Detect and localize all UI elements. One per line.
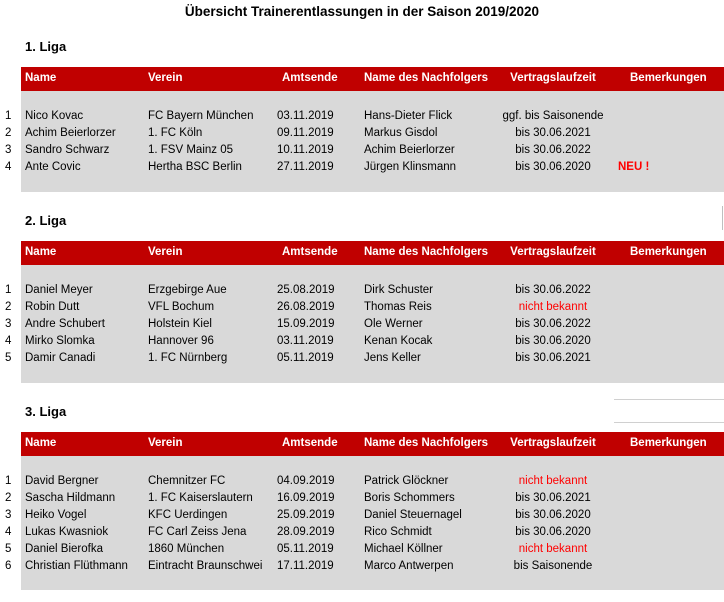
- league-title-1: 1. Liga: [25, 39, 67, 54]
- contract-term: nicht bekannt: [518, 301, 588, 313]
- successor-name: Dirk Schuster: [364, 284, 434, 296]
- row-number: 4: [5, 335, 12, 347]
- end-date: 15.09.2019: [277, 318, 335, 330]
- club-name: KFC Uerdingen: [148, 509, 228, 521]
- col-header-vertragslaufzeit: Vertragslaufzeit: [510, 246, 596, 258]
- contract-term: bis Saisonende: [513, 560, 593, 572]
- row-number: 2: [5, 301, 12, 313]
- table-row: [0, 125, 724, 142]
- club-name: Holstein Kiel: [148, 318, 212, 330]
- contract-term: bis 30.06.2020: [515, 335, 591, 347]
- successor-name: Daniel Steuernagel: [364, 509, 462, 521]
- club-name: 1860 München: [148, 543, 225, 555]
- coach-name: Sandro Schwarz: [25, 144, 110, 156]
- coach-name: Mirko Slomka: [25, 335, 95, 347]
- col-header-verein: Verein: [148, 437, 183, 449]
- club-name: Hannover 96: [148, 335, 214, 347]
- end-date: 03.11.2019: [277, 110, 334, 122]
- coach-name: Ante Covic: [25, 161, 81, 173]
- contract-term: nicht bekannt: [518, 475, 588, 487]
- club-name: 1. FC Nürnberg: [148, 352, 228, 364]
- club-name: FC Carl Zeiss Jena: [148, 526, 247, 538]
- successor-name: Achim Beierlorzer: [364, 144, 455, 156]
- row-number: 2: [5, 492, 12, 504]
- row-number: 5: [5, 352, 12, 364]
- col-header-bemerkungen: Bemerkungen: [630, 437, 707, 449]
- col-header-amtsende: Amtsende: [282, 246, 338, 258]
- col-header-nachfolger: Name des Nachfolgers: [364, 246, 488, 258]
- successor-name: Boris Schommers: [364, 492, 455, 504]
- coach-name: Achim Beierlorzer: [25, 127, 116, 139]
- coach-name: Sascha Hildmann: [25, 492, 116, 504]
- successor-name: Hans-Dieter Flick: [364, 110, 453, 122]
- col-header-bemerkungen: Bemerkungen: [630, 246, 707, 258]
- club-name: FC Bayern München: [148, 110, 254, 122]
- successor-name: Kenan Kocak: [364, 335, 433, 347]
- end-date: 03.11.2019: [277, 335, 334, 347]
- col-header-name: Name: [25, 437, 57, 449]
- grid-line: [614, 422, 724, 423]
- col-header-amtsende: Amtsende: [282, 437, 338, 449]
- row-number: 1: [5, 475, 12, 487]
- club-name: VFL Bochum: [148, 301, 215, 313]
- contract-term: bis 30.06.2020: [515, 161, 591, 173]
- contract-term: nicht bekannt: [518, 543, 588, 555]
- table-row: [0, 108, 724, 125]
- club-name: 1. FSV Mainz 05: [148, 144, 234, 156]
- successor-name: Jens Keller: [364, 352, 421, 364]
- club-name: Hertha BSC Berlin: [148, 161, 242, 173]
- league-title-2: 2. Liga: [25, 213, 67, 228]
- contract-term: bis 30.06.2022: [515, 318, 591, 330]
- coach-name: David Bergner: [25, 475, 99, 487]
- row-number: 4: [5, 161, 12, 173]
- successor-name: Jürgen Klinsmann: [364, 161, 457, 173]
- col-header-name: Name: [25, 246, 57, 258]
- club-name: Erzgebirge Aue: [148, 284, 227, 296]
- row-number: 3: [5, 144, 12, 156]
- successor-name: Markus Gisdol: [364, 127, 438, 139]
- coach-name: Heiko Vogel: [25, 509, 87, 521]
- table-header-1: [21, 67, 724, 91]
- club-name: 1. FC Kaiserslautern: [148, 492, 253, 504]
- successor-name: Thomas Reis: [364, 301, 432, 313]
- table-row: [0, 350, 724, 367]
- col-header-nachfolger: Name des Nachfolgers: [364, 72, 488, 84]
- club-name: Chemnitzer FC: [148, 475, 226, 487]
- contract-term: bis 30.06.2022: [515, 144, 591, 156]
- col-header-name: Name: [25, 72, 57, 84]
- table-row: [0, 299, 724, 316]
- club-name: 1. FC Köln: [148, 127, 203, 139]
- end-date: 05.11.2019: [277, 543, 334, 555]
- coach-name: Robin Dutt: [25, 301, 80, 313]
- successor-name: Michael Köllner: [364, 543, 443, 555]
- row-number: 6: [5, 560, 12, 572]
- end-date: 05.11.2019: [277, 352, 334, 364]
- col-header-vertragslaufzeit: Vertragslaufzeit: [510, 437, 596, 449]
- row-number: 1: [5, 284, 12, 296]
- col-header-verein: Verein: [148, 246, 183, 258]
- table-row: [0, 507, 724, 524]
- coach-name: Damir Canadi: [25, 352, 96, 364]
- end-date: 25.09.2019: [277, 509, 335, 521]
- table-row: [0, 333, 724, 350]
- cell-divider: [722, 206, 723, 230]
- contract-term: bis 30.06.2021: [515, 492, 591, 504]
- grid-line: [614, 399, 724, 400]
- table-row: [0, 142, 724, 159]
- table-row: [0, 541, 724, 558]
- successor-name: Rico Schmidt: [364, 526, 432, 538]
- contract-term: bis 30.06.2021: [515, 352, 591, 364]
- table-header-3: [21, 432, 724, 456]
- table-row: [0, 316, 724, 333]
- row-number: 2: [5, 127, 12, 139]
- table-row: [0, 159, 724, 176]
- row-number: 1: [5, 110, 12, 122]
- coach-name: Andre Schubert: [25, 318, 105, 330]
- league-title-3: 3. Liga: [25, 404, 67, 419]
- contract-term: bis 30.06.2022: [515, 284, 591, 296]
- contract-term: bis 30.06.2020: [515, 509, 591, 521]
- row-number: 3: [5, 318, 12, 330]
- table-row: [0, 524, 724, 541]
- contract-term: bis 30.06.2021: [515, 127, 591, 139]
- table-row: [0, 490, 724, 507]
- col-header-bemerkungen: Bemerkungen: [630, 72, 707, 84]
- col-header-verein: Verein: [148, 72, 183, 84]
- successor-name: Patrick Glöckner: [364, 475, 449, 487]
- remark-badge: NEU !: [618, 161, 650, 173]
- coach-name: Lukas Kwasniok: [25, 526, 109, 538]
- end-date: 26.08.2019: [277, 301, 335, 313]
- club-name: Eintracht Braunschwei: [148, 560, 263, 572]
- table-row: [0, 473, 724, 490]
- col-header-nachfolger: Name des Nachfolgers: [364, 437, 488, 449]
- col-header-amtsende: Amtsende: [282, 72, 338, 84]
- end-date: 25.08.2019: [277, 284, 335, 296]
- end-date: 28.09.2019: [277, 526, 335, 538]
- end-date: 16.09.2019: [277, 492, 335, 504]
- end-date: 09.11.2019: [277, 127, 334, 139]
- table-header-2: [21, 241, 724, 265]
- end-date: 17.11.2019: [277, 560, 334, 572]
- contract-term: bis 30.06.2020: [515, 526, 591, 538]
- end-date: 04.09.2019: [277, 475, 335, 487]
- table-row: [0, 558, 724, 575]
- coach-name: Nico Kovac: [25, 110, 84, 122]
- end-date: 27.11.2019: [277, 161, 334, 173]
- row-number: 3: [5, 509, 12, 521]
- successor-name: Ole Werner: [364, 318, 423, 330]
- coach-name: Christian Flüthmann: [25, 560, 128, 572]
- row-number: 4: [5, 526, 12, 538]
- contract-term: ggf. bis Saisonende: [502, 110, 604, 122]
- coach-name: Daniel Meyer: [25, 284, 93, 296]
- page-title: Übersicht Trainerentlassungen in der Saison 2019/2020: [184, 4, 540, 19]
- table-row: [0, 282, 724, 299]
- col-header-vertragslaufzeit: Vertragslaufzeit: [510, 72, 596, 84]
- end-date: 10.11.2019: [277, 144, 334, 156]
- successor-name: Marco Antwerpen: [364, 560, 454, 572]
- row-number: 5: [5, 543, 12, 555]
- coach-name: Daniel Bierofka: [25, 543, 103, 555]
